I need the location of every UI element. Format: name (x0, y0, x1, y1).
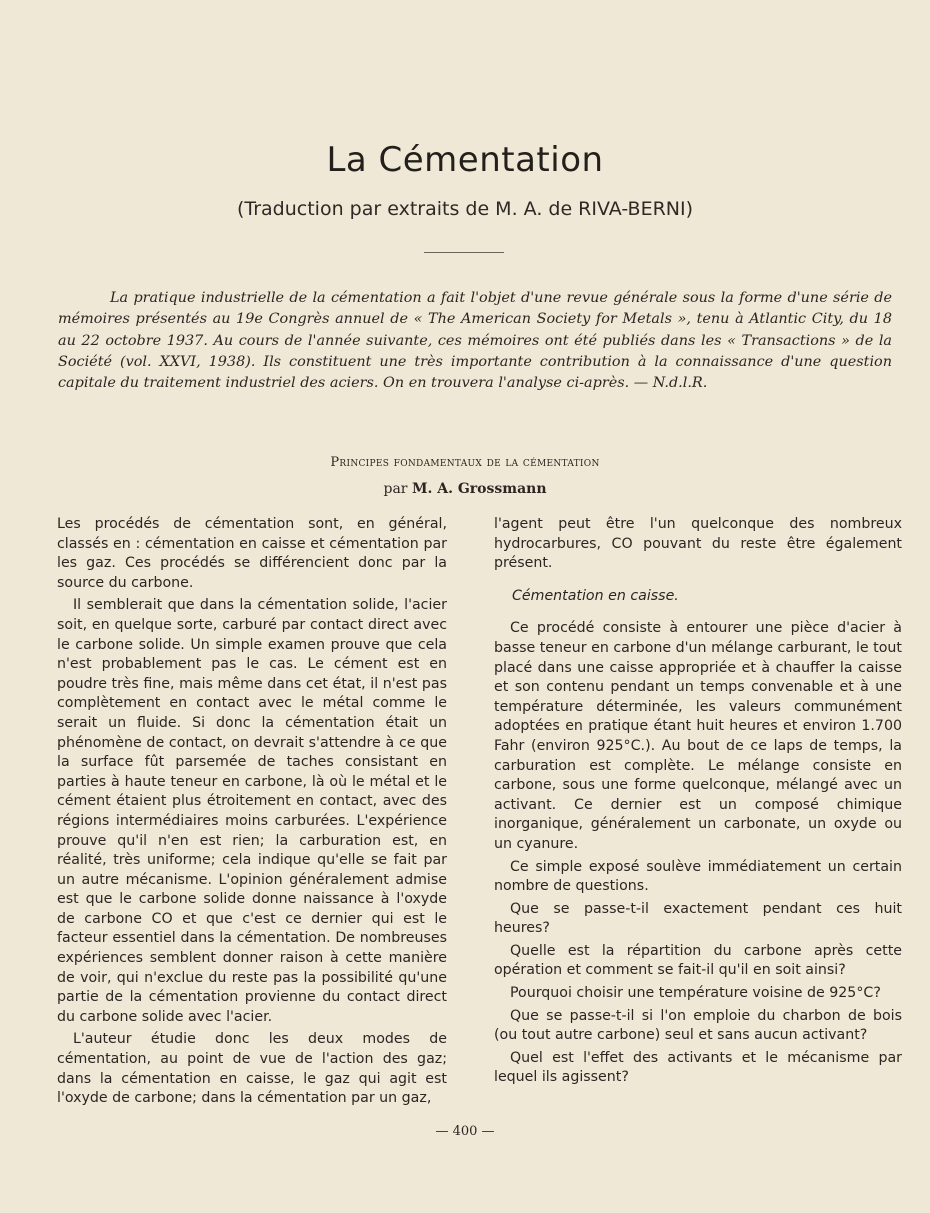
paragraph: Ce simple exposé soulève immédiatement un certain nombre de questions. (494, 858, 902, 895)
page-number: — 400 — (435, 1124, 495, 1139)
byline (0, 481, 930, 497)
left-column (57, 515, 447, 1109)
article-subtitle: (Traduction par extraits de M. A. de RIVA-BERNI) (237, 198, 693, 220)
paragraph: Que se passe-t-il exactement pendant ces huit heures? (494, 900, 902, 937)
paragraph: L'auteur étudie donc les deux modes de cémentation, au point de vue de l'action des gaz; dans la cémentation en caisse, le gaz qui agit est l'oxyde de carbone; dans la cémentation par un gaz, (57, 1031, 447, 1107)
title-divider (424, 252, 504, 253)
section-heading: Principes fondamentaux de la cémentation (330, 455, 600, 470)
paragraph-continuation: l'agent peut être l'un quelconque des nombreux hydrocarbures, CO pouvant du reste être également présent. (494, 516, 902, 572)
byline-prefix: par (383, 481, 408, 497)
article-title: La Cémentation (326, 140, 604, 180)
paragraph: Il semblerait que dans la cémentation solide, l'acier soit, en quelque sorte, carburé par contact direct avec le carbone solide. Un simple examen prouve que cela n'est probablement pas le cas. Le cément est en poudre très fine, mais même dans cet état, il n'est pas complètement en contact avec le métal comme le serait un fluide. Si donc la cémentation était un phénomène de contact, on devrait s'attendre à ce que la surface fût parsemée de taches consistant en parties à haute teneur en carbone, là où le métal et le cément étaient plus étroitement en contact, avec des régions intermédiaires moins carburées. L'expérience prouve qu'il n'en est rien; la carburation est, en réalité, très uniforme; cela indique qu'elle se fait par un autre mécanisme. L'opinion généralement admise est que le carbone solide donne naissance à l'oxyde de carbone CO et que c'est ce dernier qui est le facteur essentiel dans la cémentation. De nombreuses expériences semblent donner raison à cette manière de voir, qui n'exclue du reste pas la possibilité qu'une partie de la cémentation provienne du contact direct du carbone solide avec l'acier. (57, 597, 447, 1025)
author-name: M. A. Grossmann (411, 481, 547, 497)
paragraph: Ce procédé consiste à entourer une pièce d'acier à basse teneur en carbone d'un mélange carburant, le tout placé dans une caisse appropriée et à chauffer la caisse et son contenu pendant un temps convenable et à une température déterminée, les valeurs communément adoptées en pratique étant huit heures et environ 1.700 Fahr (environ 925°C.). Au bout de ce laps de temps, la carburation est complète. Le mélange consiste en carbone, sous une forme quelconque, mélangé avec un activant. Ce dernier est un composé chimique inorganique, généralement un carbonate, un oxyde ou un cyanure. (494, 620, 902, 852)
paragraph: Quel est l'effet des activants et le mécanisme par lequel ils agissent? (494, 1049, 902, 1086)
right-column (494, 515, 902, 1088)
paragraph: Pourquoi choisir une température voisine de 925°C? (510, 985, 881, 1002)
subheading: Cémentation en caisse. (512, 587, 679, 604)
paragraph: Que se passe-t-il si l'on emploie du charbon de bois (ou tout autre carbone) seul et sans aucun activant? (494, 1007, 902, 1044)
paragraph: Les procédés de cémentation sont, en général, classés en : cémentation en caisse et cémentation par les gaz. Ces procédés se différencient donc par la source du carbone. (57, 516, 447, 591)
paragraph: Quelle est la répartition du carbone après cette opération et comment se fait-il qu'il en soit ainsi? (494, 942, 902, 979)
editor-intro: La pratique industrielle de la cémentation a fait l'objet d'une revue générale sous la forme d'une série de mémoires présentés au 19e Congrès annuel de « The American Society for Metals », tenu à Atlantic City, du 18 au 22 octobre 1937. Au cours de l'année suivante, ces mémoires ont été publiés dans les « Transactions » de la Société (vol. XXVI, 1938). Ils constituent une très importante contribution à la connaissance d'une question capitale du traitement industriel des aciers. On en trouvera l'analyse ci-après. — N.d.l.R. (58, 290, 892, 392)
